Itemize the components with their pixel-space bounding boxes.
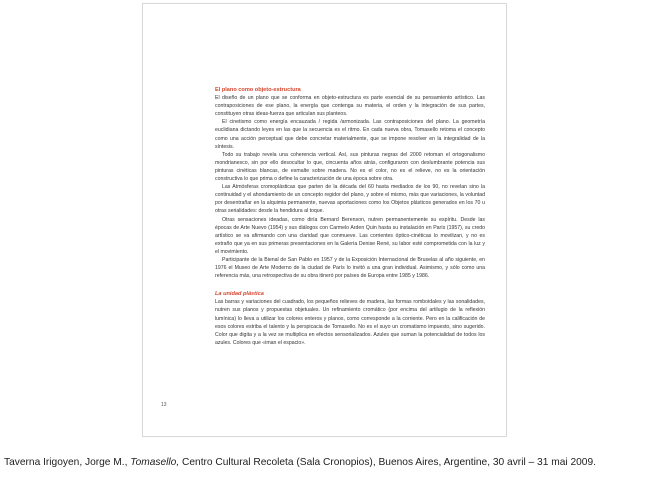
- paragraph: El cinetismo como energía encauzada / regida /armonizada. Las contraposiciones del plano. La geometría euclidiana dictando leyes en las que la secuencia es el ritmo. En cada nueva obra, Tomasello retoma el concepto como una acción perceptual que debe concretar materialmente, que se impone resolver en la integralidad de la síntesis.: [215, 119, 485, 150]
- paragraph: Todo su trabajo revela una coherencia vertical. Así, sus pinturas negras del 2000 retoman el ortogonalismo mondrianesco, sin por ello desocultar lo que, cincuenta años atrás, configuraron con deslumbrante potencia sus pinturas cinéticas blancas, de esmalte sobre madera. No es el color, no es el relieve, no es la orientación constructiva lo que prima o define la caracterización de una época sobre otra.: [215, 151, 485, 183]
- image-caption: [4, 457, 648, 468]
- paragraph: Las barras y variaciones del cuadrado, los pequeños relieves de madera, las formas romboidales y las sonalidades, nutren sus planos y propuestas objetuales. Un refinamiento cromático (por encima del artilugio de la reflexión lumínica) lo lleva a utilizar los colores enteros y planos, como corresponde a la corriente. Pero en la calificación de esos colores estriba el talento y la perspicacia de Tomasello. No es el suyo un cromatismo impuesto, sino sugerido. Color que digita y a la vez se multiplica en efectos sensorializados. Azules que suman la potencialidad de todos los azules. Colores que «iman el espacio».: [215, 299, 485, 346]
- page-text-block: [215, 86, 485, 347]
- paragraph: Otras sensaciones ideadas, como diría Bernard Berenson, nutren permanentemente su espíritu. Desde las épocas de Arte Nuevo (1954) y sus diálogos con Carmelo Arden Quin hasta su instalación en París (1957), su credo artístico se va afirmando con una claridad que conmueve. Las corrientes óptico-cinéticas lo movilizan, y no es extraño que ya en sus primeras presentaciones en la Galería Denise René, su labor esté comprometida con la luz y el movimiento.: [215, 216, 485, 255]
- caption-details: Centro Cultural Recoleta (Sala Cronopios), Buenos Aires, Argentine, 30 avril – 31 mai 2009.: [179, 457, 596, 468]
- section-title-unidad: La unidad plástica: [215, 291, 264, 298]
- book-page: [142, 3, 507, 437]
- page-number: 13: [161, 402, 167, 408]
- paragraph: Las Atmósferas cromoplásticas que parten de la década del 60 hasta mediados de los 90, no revelan sino la continuidad y el ahondamiento de un concepto regidor del plano, y sobre el mismo, más que variaciones, la voluntad por desentrañar en la alquimia permanente, nuevas aportaciones como los Objetos plásticos generados en los 70 u otras serialidades: desde la hendidura al toque.: [215, 184, 485, 215]
- paragraph: El diseño de un plano que se conforma en objeto-estructura es parte esencial de su pensamiento artístico. Las contraposiciones de ese plano, la energía que contenga su materia, el orden y la integración de sus partes, constituyen otras ideas-fuerza que articulan sus planteos.: [215, 95, 485, 118]
- caption-title: Tomasello,: [130, 457, 180, 468]
- paragraph: Participante de la Bienal de San Pablo en 1957 y de la Exposición Internacional de Bruselas al año siguiente, en 1976 el Museo de Arte Moderno de la ciudad de París lo invitó a una gran individual. Asimismo, y sólo como una referencia más, una retrospectiva de su obra itineró por países de Europa entre 1985 y 1986.: [215, 256, 485, 280]
- caption-author: Taverna Irigoyen, Jorge M.,: [4, 457, 131, 468]
- section-title-plano: El plano como objeto-estructura: [215, 87, 301, 93]
